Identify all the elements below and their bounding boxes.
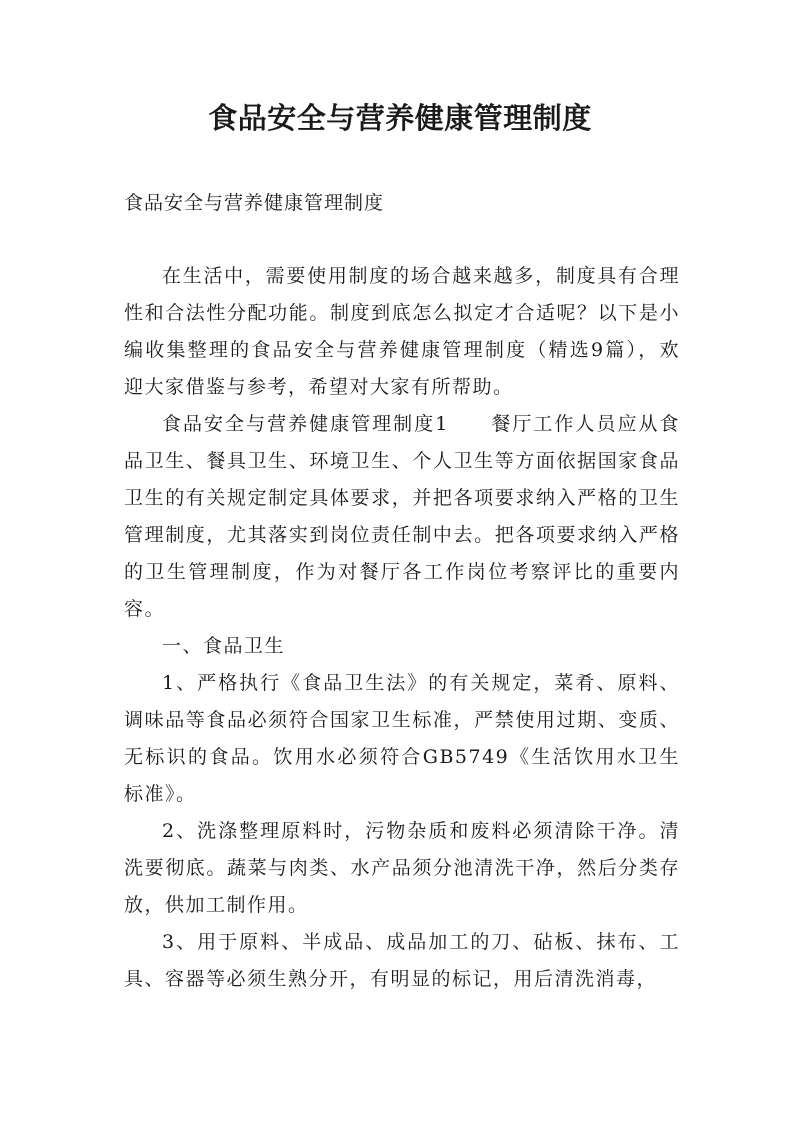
- paragraph-section-1: 食品安全与营养健康管理制度1 餐厅工作人员应从食品卫生、餐具卫生、环境卫生、个人卫生等方面依据国家食品卫生的有关规定制定具体要求，并把各项要求纳入严格的卫生管理制度，尤其落实到岗位责任制中去。把各项要求纳入严格的卫生管理制度，作为对餐厅各工作岗位考察评比的重要内容。: [124, 413, 680, 620]
- paragraph-item-2: 2、洗涤整理原料时，污物杂质和废料必须清除干净。清洗要彻底。蔬菜与肉类、水产品须分池清洗干净，然后分类存放，供加工制作用。: [124, 820, 680, 916]
- paragraph-intro: 在生活中，需要使用制度的场合越来越多，制度具有合理性和合法性分配功能。制度到底怎么拟定才合适呢？以下是小编收集整理的食品安全与营养健康管理制度（精选9篇），欢迎大家借鉴与参考，希望对大家有所帮助。: [124, 265, 680, 398]
- paragraph-item-1: 1、严格执行《食品卫生法》的有关规定，菜肴、原料、调味品等食品必须符合国家卫生标准，严禁使用过期、变质、无标识的食品。饮用水必须符合GB5749《生活饮用水卫生标准》。: [124, 672, 680, 805]
- document-subtitle: 食品安全与营养健康管理制度: [124, 192, 385, 214]
- document-body: [124, 258, 680, 998]
- document-title: 食品安全与营养健康管理制度: [208, 101, 592, 135]
- paragraph-item-3: 3、用于原料、半成品、成品加工的刀、砧板、抹布、工具、容器等必须生熟分开，有明显的标记，用后清洗消毒，: [124, 931, 680, 990]
- heading-food-hygiene: 一、食品卫生: [162, 635, 286, 657]
